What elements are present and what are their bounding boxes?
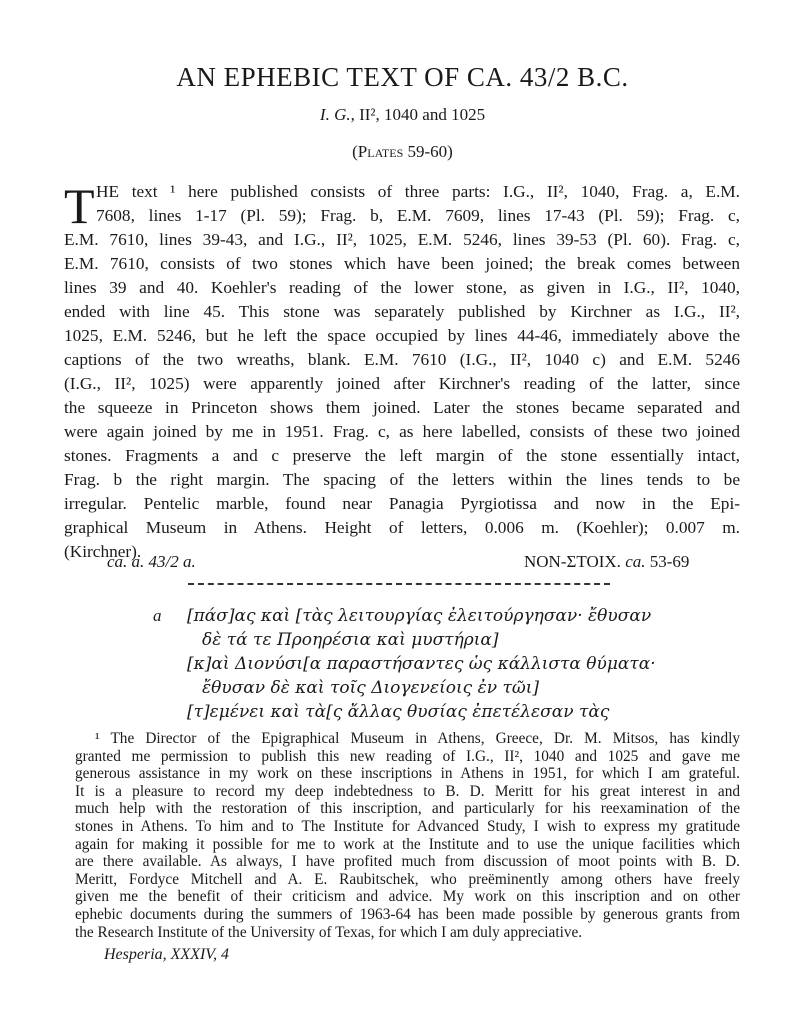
inscription-date: ca. a. 43/2 a. [107,552,196,571]
article-subtitle [0,105,805,125]
inscription-line: [τ]εμένει καὶ τὰ[ς ἄλλας θυσίας ἐπετέλεσαν τὰς [187,702,610,722]
inscription-line: [πάσ]ας καὶ [τὰς λειτουργίας ἐλειτούργησαν· ἔθυσαν [187,606,652,626]
body-line: ended with line 45. This stone was separately published by Kirchner as I.G., II², [64,302,740,321]
plates-reference: (Plates 59-60) [352,142,453,161]
body-line: irregular. Pentelic marble, found near Panagia Pyrgiotissa and now in the Epi- [64,494,740,513]
body-line: E.M. 7610, lines 39-43, and I.G., II², 1025, E.M. 5246, lines 39-53 (Pl. 60). Frag. c, [64,230,740,249]
footnote-line: ¹ The Director of the Epigraphical Museum in Athens, Greece, Dr. M. Mitsos, has kindly [95,730,740,747]
footnote-line: generous assistance in my work on these inscriptions in Athens in 1951, for which I am grateful. [75,765,740,783]
subtitle-rest: , II², 1040 and 1025 [350,105,486,124]
body-line: lines 39 and 40. Koehler's reading of the lower stone, as given in I.G., II², 1040, [64,278,740,297]
style-upright: NON-ΣΤΟΙΧ. [524,552,621,571]
article-title: AN EPHEBIC TEXT OF CA. 43/2 B.C. [176,62,629,92]
body-line: (Kirchner). [64,542,142,561]
drop-cap: T [64,178,95,234]
footnote-line: It is a pleasure to record my deep indebtedness to B. D. Meritt for his great interest in and [75,782,740,800]
body-line: 7608, lines 1-17 (Pl. 59); Frag. b, E.M. 7609, lines 17-43 (Pl. 59); Frag. c, [96,206,740,225]
footnote-line: the Research Institute of the University of Texas, for which I am duly appreciative. [75,923,583,941]
inscription-line: δὲ τά τε Προηρέσια καὶ μυστήρια] [202,630,499,650]
footnote-line: ephebic documents during the summers of 1963-64 has been made possible by generous grants from [75,905,740,923]
fragment-letter: a [153,606,162,625]
footnote-line: stones in Athens. To him and to The Institute for Advanced Study, I wish to express my gratitude [75,817,740,835]
body-line: the squeeze in Princeton shows them joined. Later the stones became separated and [64,398,740,417]
body-line: 1025, E.M. 5246, but he left the space occupied by lines 44-46, immediately above the [64,326,740,345]
body-line: graphical Museum in Athens. Height of letters, 0.006 m. (Koehler); 0.007 m. [64,518,740,537]
dashed-divider [188,583,610,585]
body-line: (I.G., II², 1025) were apparently joined after Kirchner's reading of the latter, since [64,374,740,393]
body-line: were again joined by me in 1951. Frag. c, as here labelled, consists of these two joined [64,422,740,441]
line-range: 53-69 [649,552,690,571]
style-italic: ca. [625,552,646,571]
footnote-line: again for making it possible for me to work at the Institute and to use the unique facilities which [75,835,740,853]
subtitle-italic: I. G. [319,105,351,124]
footnote-line: granted me permission to publish this new reading of I.G., II², 1040 and 1025 and gave me [75,747,740,765]
footnote-line: much help with the restoration of this inscription, and particularly for his reexamination of the [75,800,740,818]
body-line: captions of the two wreaths, blank. E.M. 7610 (I.G., II², 1040 c) and E.M. 5246 [64,350,740,369]
inscription-line: ἔθυσαν δὲ καὶ τοῖς Διογενείοις ἐν τῶι] [202,678,540,698]
body-line: HE text ¹ here published consists of three parts: I.G., II², 1040, Frag. a, E.M. [96,182,740,201]
footnote-line: Meritt, Fordyce Mitchell and A. E. Raubitschek, who preëminently among others have freely [75,870,740,888]
body-line: E.M. 7610, consists of two stones which have been joined; the break comes between [64,254,740,273]
footnote [75,730,740,941]
body-paragraph [64,180,740,564]
footnote-line: given me the benefit of their criticism and advice. My work on this inscription and on other [75,888,740,906]
inscription-line: [κ]αὶ Διονύσι[α παραστήσαντες ὡς κάλλιστα θύματα· [187,654,656,674]
journal-signature: Hesperia, XXXIV, 4 [104,946,230,963]
body-line: stones. Fragments a and c preserve the left margin of the stone essentially intact, [64,446,740,465]
body-line: Frag. b the right margin. The spacing of the letters within the lines tends to be [64,470,740,489]
inscription-style [524,552,689,572]
footnote-line: are there available. As always, I have profited much from discussion of moot points with B. D. [75,853,740,871]
